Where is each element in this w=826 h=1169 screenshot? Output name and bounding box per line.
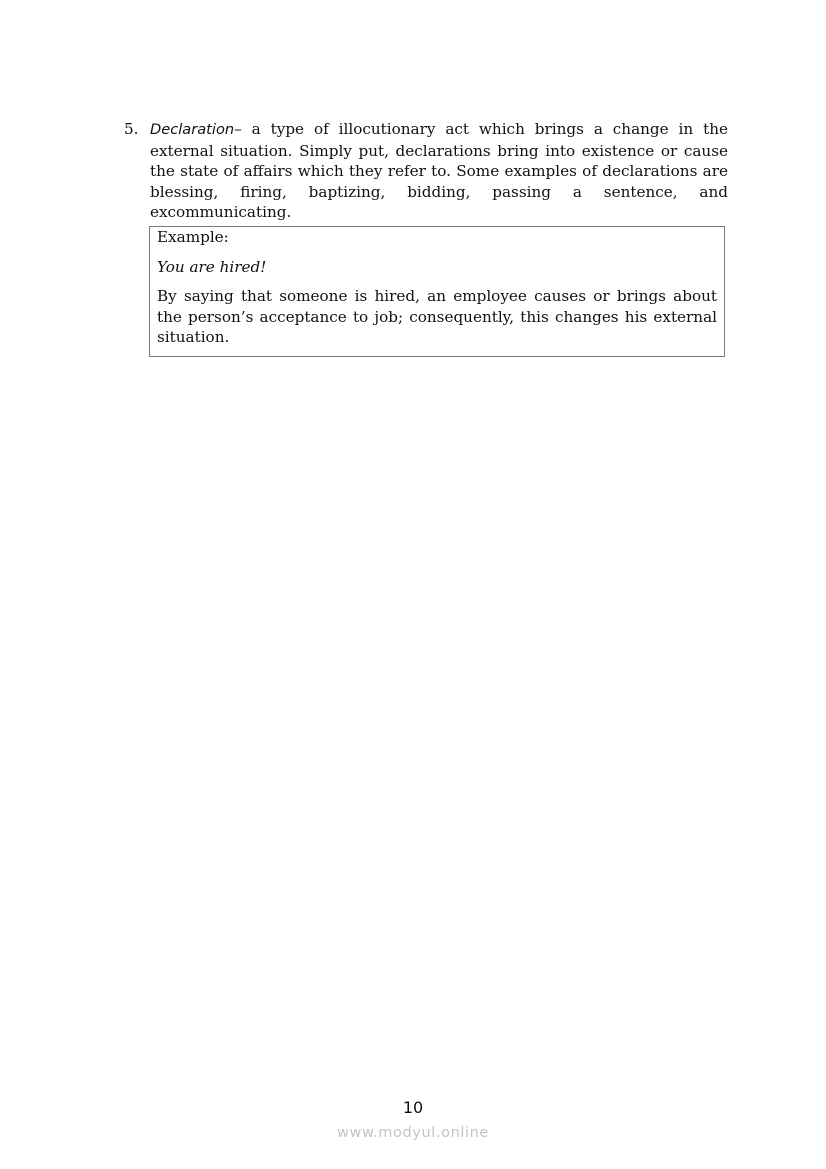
term-declaration: Declaration (150, 121, 235, 138)
example-box (149, 226, 725, 357)
example-explanation: By saying that someone is hired, an employee causes or brings about the person’s acceptance to job; consequently, this changes his external situation. (157, 287, 717, 347)
list-item-number: 5. (124, 120, 139, 138)
page-number: 10 (402, 1098, 424, 1117)
watermark-text: www.modyul.online (337, 1125, 489, 1141)
list-item-declaration (124, 119, 728, 223)
term-definition: – a type of illocutionary act which brings a change in the external situation. Simply put, declarations bring into existence or cause the state of affairs which they refer to. Some examples of declarations are blessing, firing, baptizing, bidding, passing a sentence, and excommunicating. (150, 120, 728, 222)
example-label: Example: (157, 228, 229, 246)
list-item-text (150, 119, 728, 223)
example-sentence: You are hired! (157, 257, 267, 276)
